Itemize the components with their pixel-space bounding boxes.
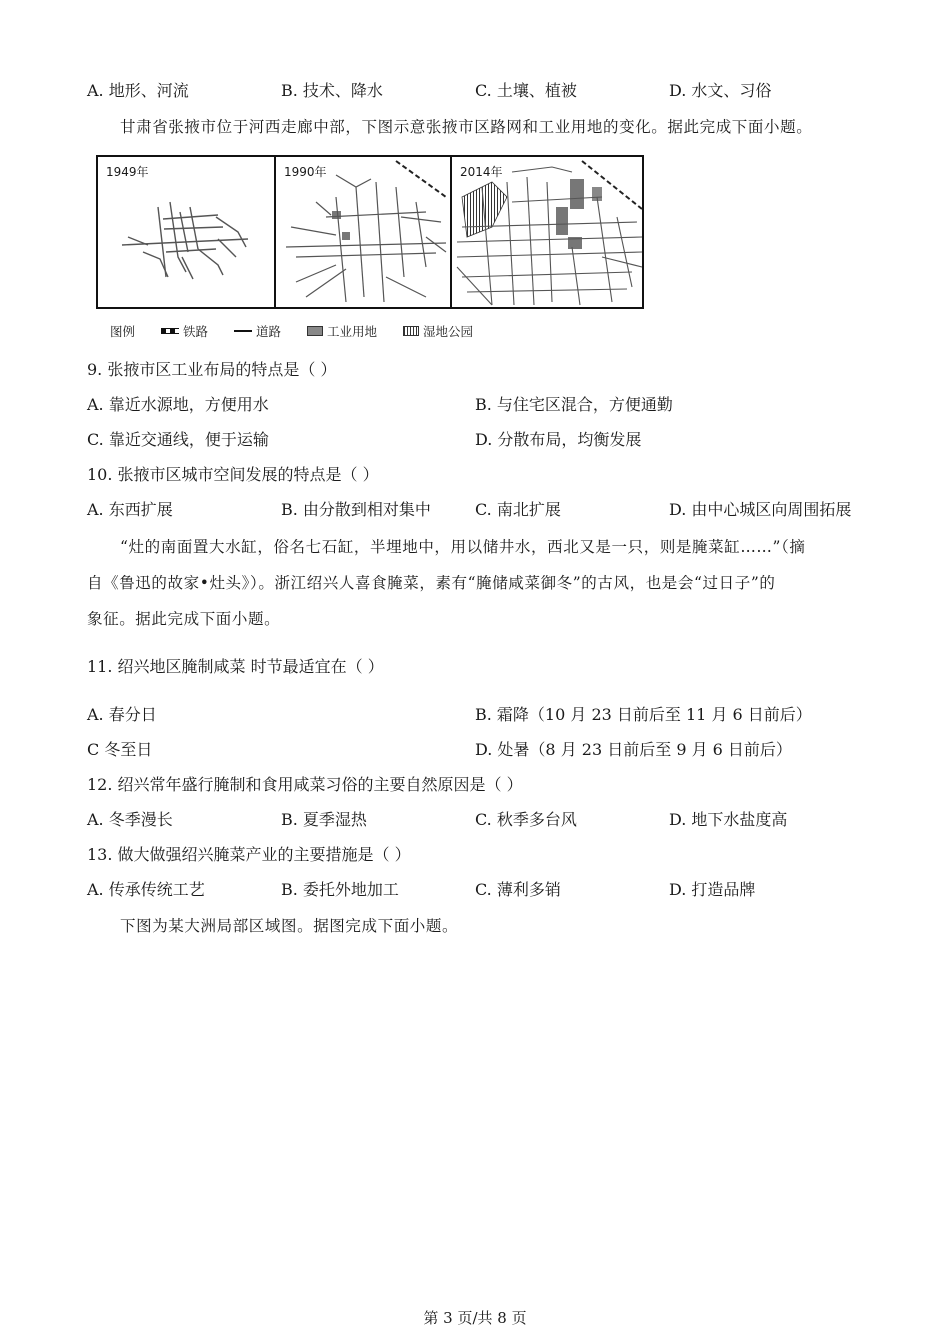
map-panel-2014 — [450, 157, 642, 307]
legend-title: 图例 — [110, 324, 136, 339]
q12-option-b[interactable]: B. 夏季湿热 — [281, 810, 367, 829]
legend-road: 道路 — [256, 324, 282, 339]
map-panel-1990 — [274, 157, 450, 307]
industrial-block — [342, 232, 350, 240]
q13-option-c[interactable]: C. 薄利多销 — [475, 880, 561, 899]
industrial-block — [570, 179, 584, 209]
q10-option-c[interactable]: C. 南北扩展 — [475, 500, 561, 519]
q10-option-a[interactable]: A. 东西扩展 — [87, 500, 173, 519]
industrial-symbol — [307, 326, 323, 336]
q11-option-b[interactable]: B. 霜降（10 月 23 日前后至 11 月 6 日前后） — [475, 705, 812, 724]
panel-year-label: 1949年 — [106, 165, 149, 179]
q12-option-c[interactable]: C. 秋季多台风 — [475, 810, 577, 829]
q13-stem: 13. 做大做强绍兴腌菜产业的主要措施是（ ） — [87, 845, 411, 864]
intro-continent: 下图为某大洲局部区域图。据图完成下面小题。 — [120, 917, 459, 935]
q12-option-d[interactable]: D. 地下水盐度高 — [669, 810, 788, 829]
map-2014-roads — [452, 157, 644, 307]
page-footer: 第 3 页/共 8 页 — [423, 1309, 527, 1327]
q9-option-c[interactable]: C. 靠近交通线，便于运输 — [87, 430, 269, 449]
intro-zhangye: 甘肃省张掖市位于河西走廊中部，下图示意张掖市区路网和工业用地的变化。据此完成下面小题。 — [120, 118, 813, 136]
road-symbol — [234, 330, 252, 332]
q12-option-a[interactable]: A. 冬季漫长 — [87, 810, 173, 829]
panel-year-label: 2014年 — [460, 165, 503, 179]
road-network-figure — [96, 155, 644, 309]
q8-option-b[interactable]: B. 技术、降水 — [281, 81, 383, 100]
q8-option-c[interactable]: C. 土壤、植被 — [475, 81, 577, 100]
q8-option-d[interactable]: D. 水文、习俗 — [669, 81, 772, 100]
legend-railway: 铁路 — [183, 324, 209, 339]
map-1949-roads — [98, 157, 274, 307]
q10-option-d[interactable]: D. 由中心城区向周围拓展 — [669, 500, 852, 519]
q12-stem: 12. 绍兴常年盛行腌制和食用咸菜习俗的主要自然原因是（ ） — [87, 775, 523, 794]
q10-stem: 10. 张掖市区城市空间发展的特点是（ ） — [87, 465, 379, 484]
intro-shaoxing-line3: 象征。据此完成下面小题。 — [87, 610, 281, 628]
q11-stem: 11. 绍兴地区腌制咸菜 时节最适宜在（ ） — [87, 657, 384, 676]
q9-stem: 9. 张掖市区工业布局的特点是（ ） — [87, 360, 337, 379]
legend-industrial: 工业用地 — [327, 324, 378, 339]
panel-year-label: 1990年 — [284, 165, 327, 179]
legend-wetland: 湿地公园 — [423, 324, 474, 339]
intro-shaoxing-line1: “灶的南面置大水缸，俗名七石缸，半埋地中，用以储井水，西北又是一只，则是腌菜缸……”（摘 — [120, 538, 806, 556]
q13-option-b[interactable]: B. 委托外地加工 — [281, 880, 399, 899]
q10-option-b[interactable]: B. 由分散到相对集中 — [281, 500, 431, 519]
q11-option-c[interactable]: C 冬至日 — [87, 740, 153, 759]
wetland-park-area — [462, 182, 507, 237]
map-legend — [110, 322, 473, 340]
q9-option-a[interactable]: A. 靠近水源地，方便用水 — [87, 395, 269, 414]
industrial-block — [556, 207, 568, 235]
industrial-block — [332, 211, 341, 219]
q13-option-d[interactable]: D. 打造品牌 — [669, 880, 756, 899]
q8-option-a[interactable]: A. 地形、河流 — [87, 81, 189, 100]
q11-option-a[interactable]: A. 春分日 — [87, 705, 157, 724]
q13-option-a[interactable]: A. 传承传统工艺 — [87, 880, 205, 899]
q9-option-d[interactable]: D. 分散布局，均衡发展 — [475, 430, 642, 449]
q9-option-b[interactable]: B. 与住宅区混合，方便通勤 — [475, 395, 673, 414]
q11-option-d[interactable]: D. 处暑（8 月 23 日前后至 9 月 6 日前后） — [475, 740, 792, 759]
wetland-symbol — [403, 326, 419, 336]
map-panel-1949 — [98, 157, 274, 307]
railway-symbol — [161, 328, 179, 334]
map-1990-roads — [276, 157, 452, 307]
intro-shaoxing-line2: 自《鲁迅的故家•灶头》）。浙江绍兴人喜食腌菜，素有“腌储咸菜御冬”的古风，也是会“过日子”的 — [87, 574, 776, 592]
